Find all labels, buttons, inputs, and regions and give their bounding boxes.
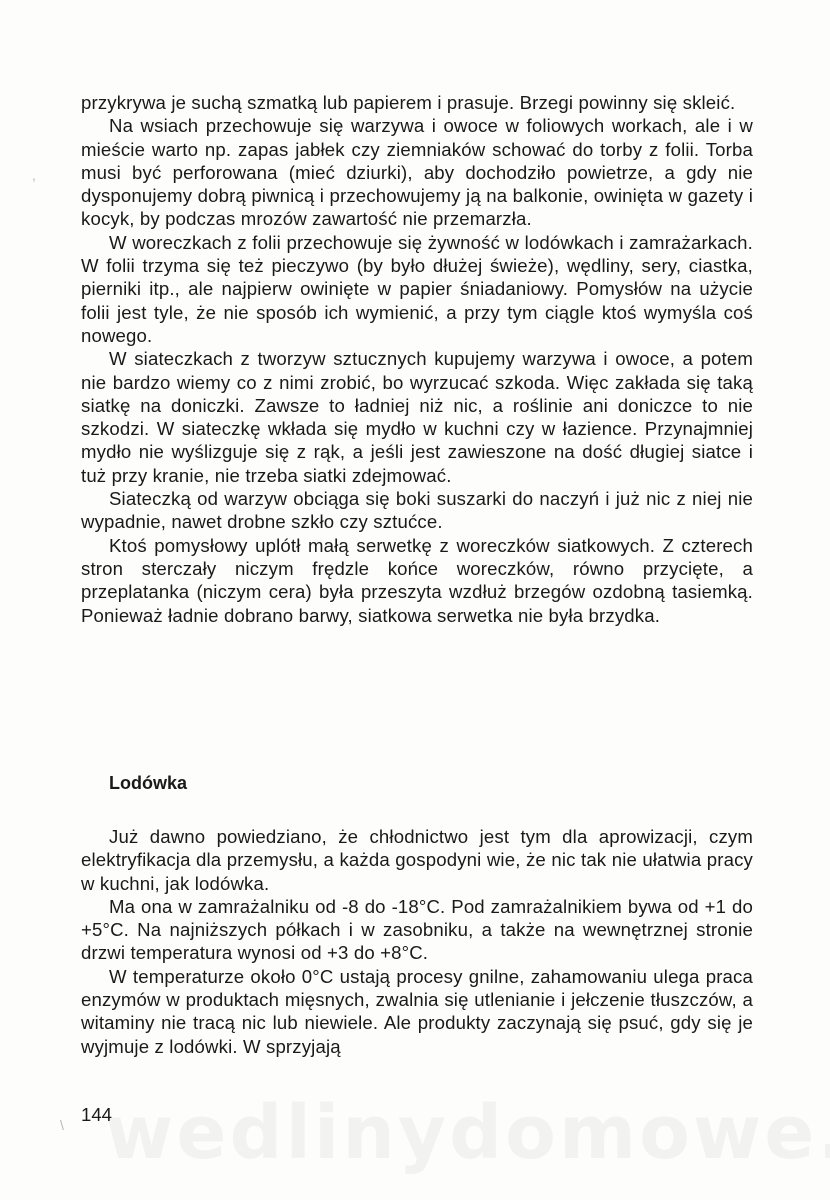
paragraph: Na wsiach przechowuje się warzywa i owoce w foliowych workach, ale i w mieście warto np. zapas jabłek czy ziemniaków schować do torby z folii. Torba musi być perforowana (mieć dziurki), aby dochodziło powietrze, a gdy nie dysponujemy dobrą piwnicą i przechowujemy ją na balkonie, owinięta w gazety i kocyk, by podczas mrozów zawartość nie przemarzła. [81, 115, 753, 230]
paragraph: W temperaturze około 0°C ustają procesy gnilne, zahamowaniu ulega praca enzymów w produktach mięsnych, zwalnia się utlenianie i jełczenie tłuszczów, a witaminy nie tracą nic lub niewiele. Ale produkty zaczynają się psuć, gdy się je wyjmuje z lodówki. W sprzyjają [81, 965, 753, 1057]
section-heading: Lodówka [109, 773, 188, 793]
margin-mark: \ [60, 1117, 64, 1133]
watermark [105, 1088, 830, 1178]
page-number: 144 [81, 1104, 113, 1125]
margin-mark: , [32, 167, 36, 183]
paragraph: Ma ona w zamrażalniku od -8 do -18°C. Pod zamrażalnikiem bywa od +1 do +5°C. Na najniższych półkach i w zasobniku, a także na wewnętrznej stronie drzwi temperatura wynosi od +3 do +8°C. [81, 895, 753, 964]
paragraph: przykrywa je suchą szmatką lub papierem i prasuje. Brzegi powinny się skleić. [81, 92, 736, 113]
text-block-top [81, 91, 753, 627]
paragraph: Siateczką od warzyw obciąga się boki suszarki do naczyń i już nic z niej nie wypadnie, nawet drobne szkło czy sztućce. [81, 488, 753, 533]
text-block-bottom [81, 825, 753, 1058]
paragraph: Ktoś pomysłowy uplótł małą serwetkę z woreczków siatkowych. Z czterech stron sterczały niczym frędzle końce woreczków, równo przycięte, a przeplatanka (niczym cera) była przeszyta wzdłuż brzegów ozdobną tasiemką. Ponieważ ładnie dobrano barwy, siatkowa serwetka nie była brzydka. [81, 534, 753, 626]
paragraph: Już dawno powiedziano, że chłodnictwo jest tym dla aprowizacji, czym elektryfikacja dla przemysłu, a każda gospodyni wie, że nic tak nie ułatwia pracy w kuchni, jak lodówka. [81, 826, 753, 894]
paragraph: W siateczkach z tworzyw sztucznych kupujemy warzywa i owoce, a potem nie bardzo wiemy co z nimi zrobić, bo wyrzucać szkoda. Więc zakłada się taką siatkę na doniczki. Zawsze to ładniej niż nic, a roślinie ani doniczce to nie szkodzi. W siateczkę wkłada się mydło w kuchni czy w łazience. Przynajmniej mydło nie wyślizguje się z rąk, a jeśli jest zawieszone na dość długiej siatce i tuż przy kranie, nie trzeba siatki zdejmować. [81, 348, 753, 486]
paragraph: W woreczkach z folii przechowuje się żywność w lodówkach i zamrażarkach. W folii trzyma się też pieczywo (by było dłużej świeże), wędliny, sery, ciastka, pierniki itp., ale najpierw owinięte w papier śniadaniowy. Pomysłów na użycie folii jest tyle, że nie sposób ich wymienić, a przy tym ciągle ktoś wymyśla coś nowego. [81, 231, 753, 346]
